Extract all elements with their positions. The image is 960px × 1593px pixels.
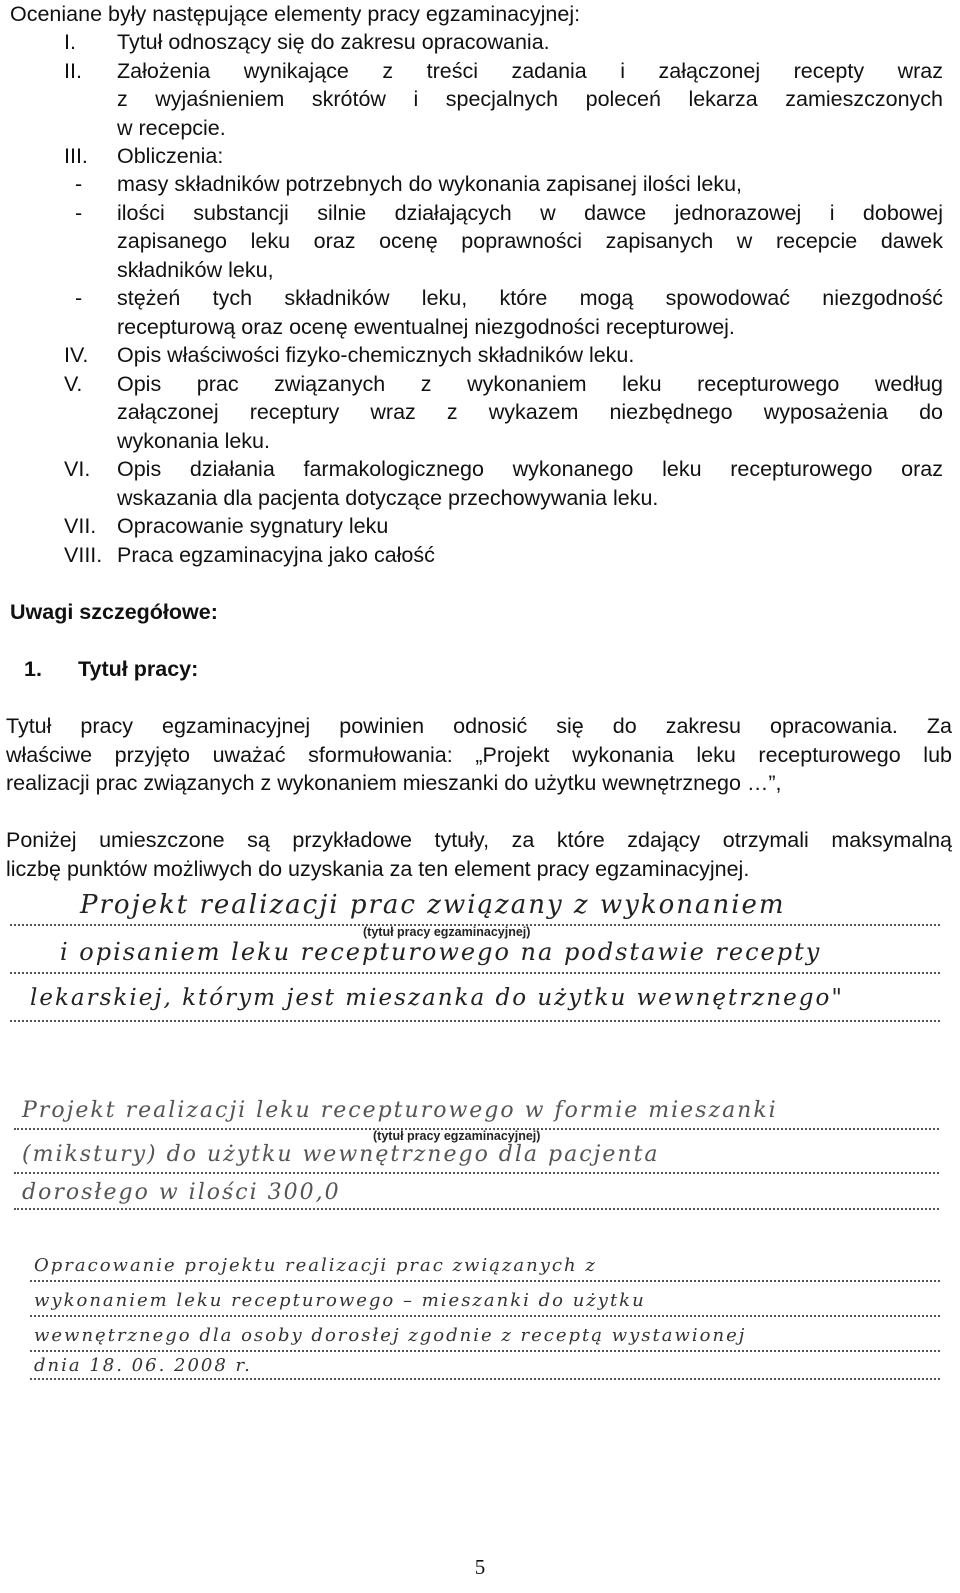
paragraph-line: realizacji prac związanych z wykonaniem mieszanki do użytku wewnętrznego …”, [6, 771, 782, 795]
item-text: Założenia wynikające z treści zadania i załączonej recepty wraz [117, 59, 943, 83]
paragraph-line: właściwe przyjęto uważać sformułowania: „Projekt wykonania leku recepturowego lub [6, 743, 952, 767]
details-heading: Uwagi szczegółowe: [10, 600, 218, 624]
list-dash: - [75, 201, 83, 225]
handwritten-line: Projekt realizacji leku recepturowego w formie mieszanki [22, 1098, 778, 1123]
dotted-line [14, 1172, 939, 1174]
list-dash: - [75, 286, 83, 310]
dotted-line [10, 972, 940, 974]
handwritten-line: wykonaniem leku recepturowego – mieszanki do użytku [34, 1290, 646, 1311]
dotted-line [30, 1378, 940, 1380]
item-text: Opis działania farmakologicznego wykonanego leku recepturowego oraz [117, 457, 943, 481]
paragraph-line: Poniżej umieszczone są przykładowe tytuły, za które zdający otrzymali maksymalną [6, 828, 952, 852]
item-number: I. [64, 30, 76, 54]
item-text: załączonej receptury wraz z wykazem niezbędnego wyposażenia do [117, 400, 943, 424]
dotted-line [30, 1350, 940, 1352]
item-number: VII. [64, 514, 97, 538]
item-text: Opis prac związanych z wykonaniem leku recepturowego według [117, 372, 943, 396]
handwritten-line: Projekt realizacji prac związany z wykonaniem [80, 890, 786, 920]
item-number: VIII. [64, 543, 103, 567]
caption: (tytuł pracy egzaminacyjnej) [373, 1129, 541, 1143]
calc-text: recepturową oraz ocenę ewentualnej niezgodności recepturowej. [117, 315, 735, 339]
item-text: wykonania leku. [117, 429, 270, 453]
calc-text: ilości substancji silnie działających w dawce jednorazowej i dobowej [117, 201, 943, 225]
handwritten-line: Opracowanie projektu realizacji prac związanych z [34, 1255, 597, 1276]
handwritten-line: i opisaniem leku recepturowego na podstawie recepty [60, 938, 822, 966]
handwritten-line: wewnętrznego dla osoby dorosłej zgodnie z receptą wystawionej [34, 1325, 747, 1346]
dotted-line [30, 1315, 940, 1317]
paragraph-line: liczbę punktów możliwych do uzyskania za ten element pracy egzaminacyjnej. [6, 857, 750, 881]
calc-text: zapisanego leku oraz ocenę poprawności zapisanych w recepcie dawek [117, 229, 943, 253]
item-text: Tytuł odnoszący się do zakresu opracowania. [117, 30, 550, 54]
item-text: z wyjaśnieniem skrótów i specjalnych poleceń lekarza zamieszczonych [117, 87, 943, 111]
item-text: w recepcie. [117, 116, 226, 140]
dotted-line [14, 1208, 939, 1210]
caption: (tytuł pracy egzaminacyjnej) [363, 925, 531, 939]
list-dash: - [75, 172, 83, 196]
page-number: 5 [474, 1555, 486, 1579]
calc-text: stężeń tych składników leku, które mogą spowodować niezgodność [117, 286, 943, 310]
item-number: VI. [64, 457, 91, 481]
item-text: Opracowanie sygnatury leku [117, 514, 389, 538]
handwritten-line: lekarskiej, którym jest mieszanka do użytku wewnętrznego" [30, 985, 844, 1011]
item-text: wskazania dla pacjenta dotyczące przechowywania leku. [117, 486, 659, 510]
item-text: Praca egzaminacyjna jako całość [117, 543, 435, 567]
intro-text: Oceniane były następujące elementy pracy egzaminacyjnej: [10, 2, 581, 26]
item-number: II. [64, 59, 82, 83]
dotted-line [10, 1020, 940, 1022]
section-title: Tytuł pracy: [78, 657, 199, 681]
item-number: III. [64, 144, 88, 168]
dotted-line [30, 1280, 940, 1282]
paragraph-line: Tytuł pracy egzaminacyjnej powinien odnosić się do zakresu opracowania. Za [6, 714, 952, 738]
section-number: 1. [24, 657, 42, 681]
item-text: Obliczenia: [117, 144, 224, 168]
calc-text: masy składników potrzebnych do wykonania zapisanej ilości leku, [117, 172, 743, 196]
handwritten-line: dnia 18. 06. 2008 r. [34, 1355, 252, 1376]
item-number: IV. [64, 343, 89, 367]
calc-text: składników leku, [117, 258, 274, 282]
item-number: V. [64, 372, 83, 396]
item-text: Opis właściwości fizyko-chemicznych składników leku. [117, 343, 635, 367]
handwritten-line: (mikstury) do użytku wewnętrznego dla pacjenta [22, 1142, 660, 1167]
handwritten-line: dorosłego w ilości 300,0 [22, 1180, 341, 1205]
